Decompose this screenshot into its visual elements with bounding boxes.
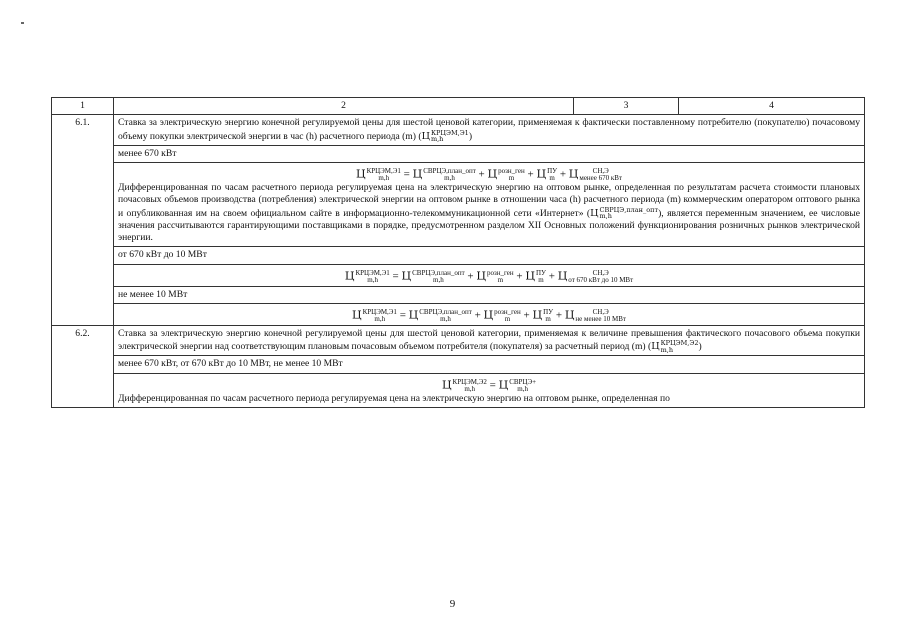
section-6-2-formula-row [52,373,865,407]
formula-cell-1 [114,163,865,247]
formula-6-2: Ц КРЦЭМ,Э2 m,h = Ц СВРЦЭ+ m,h [441,377,537,393]
section-6-1-range-row-2 [52,247,865,264]
section-6-1-formula-row-1 [52,163,865,247]
header-col-1: 1 [52,98,114,115]
header-col-3: 3 [574,98,679,115]
header-row [52,98,865,115]
range-label-670kw-10mw: от 670 кВт до 10 МВт [114,247,865,264]
section-6-1-formula-row-2 [52,264,865,286]
section-6-2-title-symbol: Ц КРЦЭМ,Э2 m,h [651,339,699,354]
section-6-1-title: Ставка за электрическую энергию конечной регулируемой цены для шестой ценовой категории, применяемая к фактически поставленному потребителю (покупателю) почасовому объему покупки электрической энергии в час (h) расчетного периода (m) (Ц КРЦЭМ,Э1 m,h ) [114,115,865,146]
section-6-1-title-symbol: Ц КРЦЭМ,Э1 m,h [421,128,469,144]
scan-speck [21,22,24,24]
section-6-1-formula-row-3 [52,303,865,325]
page-number: 9 [449,598,456,610]
formula-670kw-10mw: Ц КРЦЭМ,Э1 m,h = Ц СВРЦЭ,план_опт m,h + Ц розн_ген m + Ц ПУ m + Ц СН,Э от 670 кВт до 10 МВт [344,268,634,284]
formula-6-2-description: Дифференцированная по часам расчетного периода регулируемая цена на электрическую энергию на оптовом рынке, определенная по [118,392,670,404]
formula-description: Дифференцированная по часам расчетного периода регулируемая цена на электрическую энергию на оптовом рынке, определенная по результатам расчета стоимости плановых почасовых объемов производства (потребления) электрической энергии на оптовом рынке в отношении часа (h) расчетного периода (m) коммерческим оператором оптового рынка и опубликованная им на своем официальном сайте в информационно-телекоммуникационной сети «Интернет» (Ц СВРЦЭ,план_опт m,h ), является переменным значением, ее числовые значения рассчитываются гарантирующими поставщиками в порядке, предусмотренном разделом XII Основных положений функционирования розничных рынков электрической энергии. [118,182,860,244]
formula-cell-3 [114,303,865,325]
range-label-under-670kw: менее 670 кВт [114,145,865,162]
section-6-1-title-text: Ставка за электрическую энергию конечной регулируемой цены для шестой ценовой категории, применяемая к фактически поставленному потребителю (покупателю) почасовому объему покупки электрической энергии в час (h) расчетного периода (m) ( [118,117,860,142]
formula-under-670kw: Ц КРЦЭМ,Э1 m,h = Ц СВРЦЭ,план_опт m,h + Ц розн_ген m + Ц ПУ m + Ц СН,Э менее 670 кВт [355,167,623,183]
section-number-6-1: 6.1. [52,115,114,326]
formula-cell-2 [114,264,865,286]
formula-cell-6-2 [114,373,865,407]
header-col-2: 2 [114,98,574,115]
range-label-over-10mw: не менее 10 МВт [114,286,865,303]
section-number-6-2: 6.2. [52,325,114,407]
section-6-2-title-row [52,325,865,356]
section-6-1-range-row-1 [52,145,865,162]
section-6-1-range-row-3 [52,286,865,303]
formula-over-10mw: Ц КРЦЭМ,Э1 m,h = Ц СВРЦЭ,план_опт m,h + Ц розн_ген m + Ц ПУ m + Ц СН,Э не менее 10 МВт [352,307,626,323]
header-col-4: 4 [679,98,865,115]
section-6-1-title-row [52,115,865,146]
range-label-all: менее 670 кВт, от 670 кВт до 10 МВт, не менее 10 МВт [114,356,865,373]
tariff-table [51,97,865,408]
section-6-2-title: Ставка за электрическую энергию конечной регулируемой цены для шестой ценовой категории, применяемая к величине превышения фактического почасового объема покупки электрической энергии над соответствующим плановым почасовым объемом потребителя (покупателя) за расчетный период (m) (Ц КРЦЭМ,Э2 m,h ) [114,325,865,356]
section-6-2-range-row [52,356,865,373]
